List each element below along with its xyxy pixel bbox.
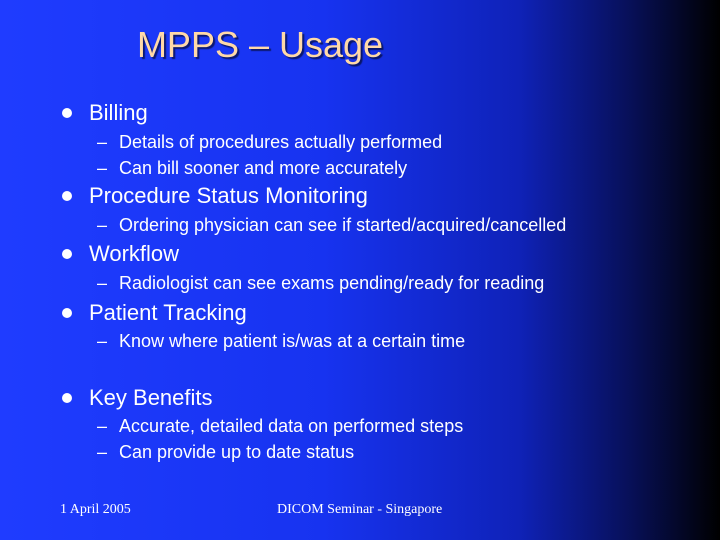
bullet-dot-icon [62,191,72,201]
bullet-dot-icon [62,308,72,318]
footer-date: 1 April 2005 [60,502,131,517]
bullet-label: Key Benefits [89,385,213,410]
sub-bullet-text: Details of procedures actually performed [119,132,443,152]
dash-icon: – [97,215,108,235]
sub-bullet-text: Accurate, detailed data on performed steps [119,416,464,436]
sub-bullet-text: Can provide up to date status [119,442,355,462]
dash-icon: – [97,442,108,462]
bullet-label: Billing [89,100,148,125]
bullet-dot-icon [62,249,72,259]
sub-bullet-text: Ordering physician can see if started/acquired/cancelled [119,215,567,235]
footer-title: DICOM Seminar - Singapore [277,502,443,517]
dash-icon: – [97,416,108,436]
sub-bullet [97,415,463,437]
sub-bullet [97,131,442,153]
slide-title: MPPS – Usage [136,24,384,65]
dash-icon: – [97,331,108,351]
sub-bullet [97,157,407,179]
dash-icon: – [97,132,108,152]
bullet-label: Procedure Status Monitoring [89,183,368,208]
sub-bullet [97,272,544,294]
sub-bullet-text: Know where patient is/was at a certain time [119,331,466,351]
sub-bullet [97,214,566,236]
bullet-dot-icon [62,393,72,403]
bullet-label: Workflow [89,241,180,266]
sub-bullet-text: Radiologist can see exams pending/ready for reading [119,273,545,293]
sub-bullet [97,330,465,352]
dash-icon: – [97,158,108,178]
dash-icon: – [97,273,108,293]
bullet-label: Patient Tracking [89,300,247,325]
sub-bullet-text: Can bill sooner and more accurately [119,158,408,178]
sub-bullet [97,441,354,463]
bullet-dot-icon [62,108,72,118]
